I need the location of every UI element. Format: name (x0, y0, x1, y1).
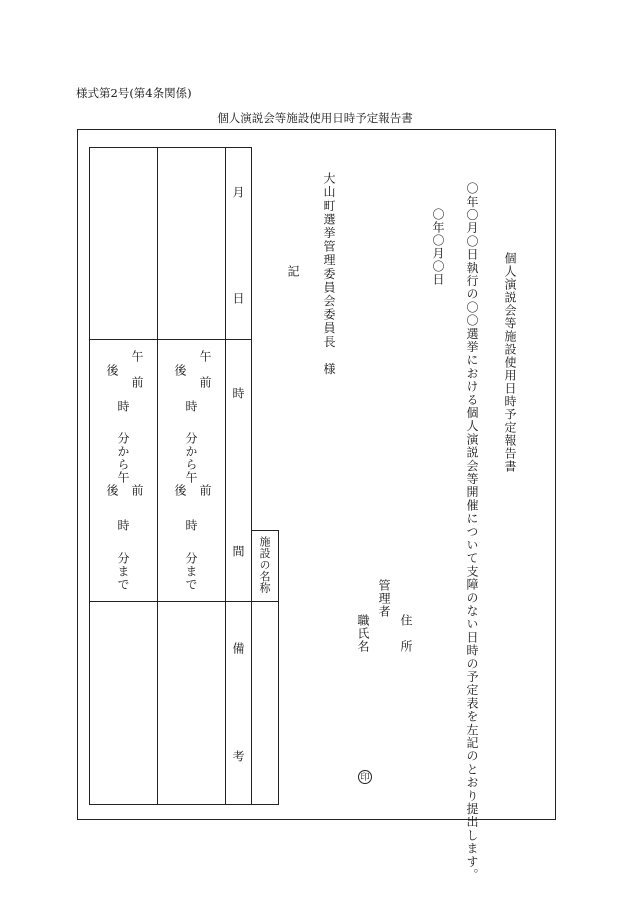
slot2-hour-end: 時 (184, 519, 198, 532)
report-title: 個人演説会等施設使用日時予定報告書 (503, 252, 517, 473)
report-body-text: 〇年〇月〇日執行の〇〇選挙における個人演説会等開催について支障のない日時の予定表を左記のとおり提出します。 (465, 182, 479, 882)
addressee: 大山町選挙管理委員会委員長 様 (322, 172, 336, 376)
slot2-minute-from: 分から午 (184, 432, 198, 484)
page-title: 個人演説会等施設使用日時予定報告書 (217, 111, 413, 125)
col-time-label-2: 間 (231, 545, 245, 558)
facility-name-label: 施設の名称 (258, 536, 271, 594)
col-day-label: 日 (231, 292, 245, 305)
col-notes-label-2: 考 (231, 750, 245, 763)
schedule-table (89, 147, 252, 805)
slot1-hour-end: 時 (116, 519, 130, 532)
manager-label: 管理者 (377, 579, 391, 618)
facility-box-divider (252, 601, 279, 602)
table-col-divider-2 (225, 147, 226, 805)
slot1-pm-start: 後 (105, 364, 119, 377)
report-date: 〇年〇月〇日 (431, 208, 445, 286)
slot1-minute-from: 分から午 (116, 432, 130, 484)
table-col-divider-1 (157, 147, 158, 805)
slot1-pm-end: 後 (105, 484, 119, 497)
slot2-minute-to: 分まで (184, 552, 198, 591)
col-time-label-1: 時 (231, 387, 245, 400)
table-row-divider-2 (89, 601, 252, 602)
slot1-am-end: 前 (130, 484, 144, 497)
form-number: 様式第2号(第4条関係) (76, 86, 192, 100)
col-month-label: 月 (231, 186, 245, 199)
ki-mark: 記 (286, 265, 300, 278)
slot1-am-pm-start: 午 前 (130, 350, 144, 389)
slot1-hour-start: 時 (116, 400, 130, 413)
slot2-am-end: 前 (198, 484, 212, 497)
seal-mark: 印 (358, 770, 372, 784)
slot2-am-pm-start: 午 前 (198, 350, 212, 389)
slot2-pm-start: 後 (173, 364, 187, 377)
name-label: 職氏名 (356, 614, 370, 653)
slot2-pm-end: 後 (173, 484, 187, 497)
table-row-divider-1 (89, 339, 252, 340)
address-label: 住 所 (399, 614, 413, 653)
slot1-minute-to: 分まで (116, 552, 130, 591)
slot2-hour-start: 時 (184, 400, 198, 413)
col-notes-label-1: 備 (231, 642, 245, 655)
